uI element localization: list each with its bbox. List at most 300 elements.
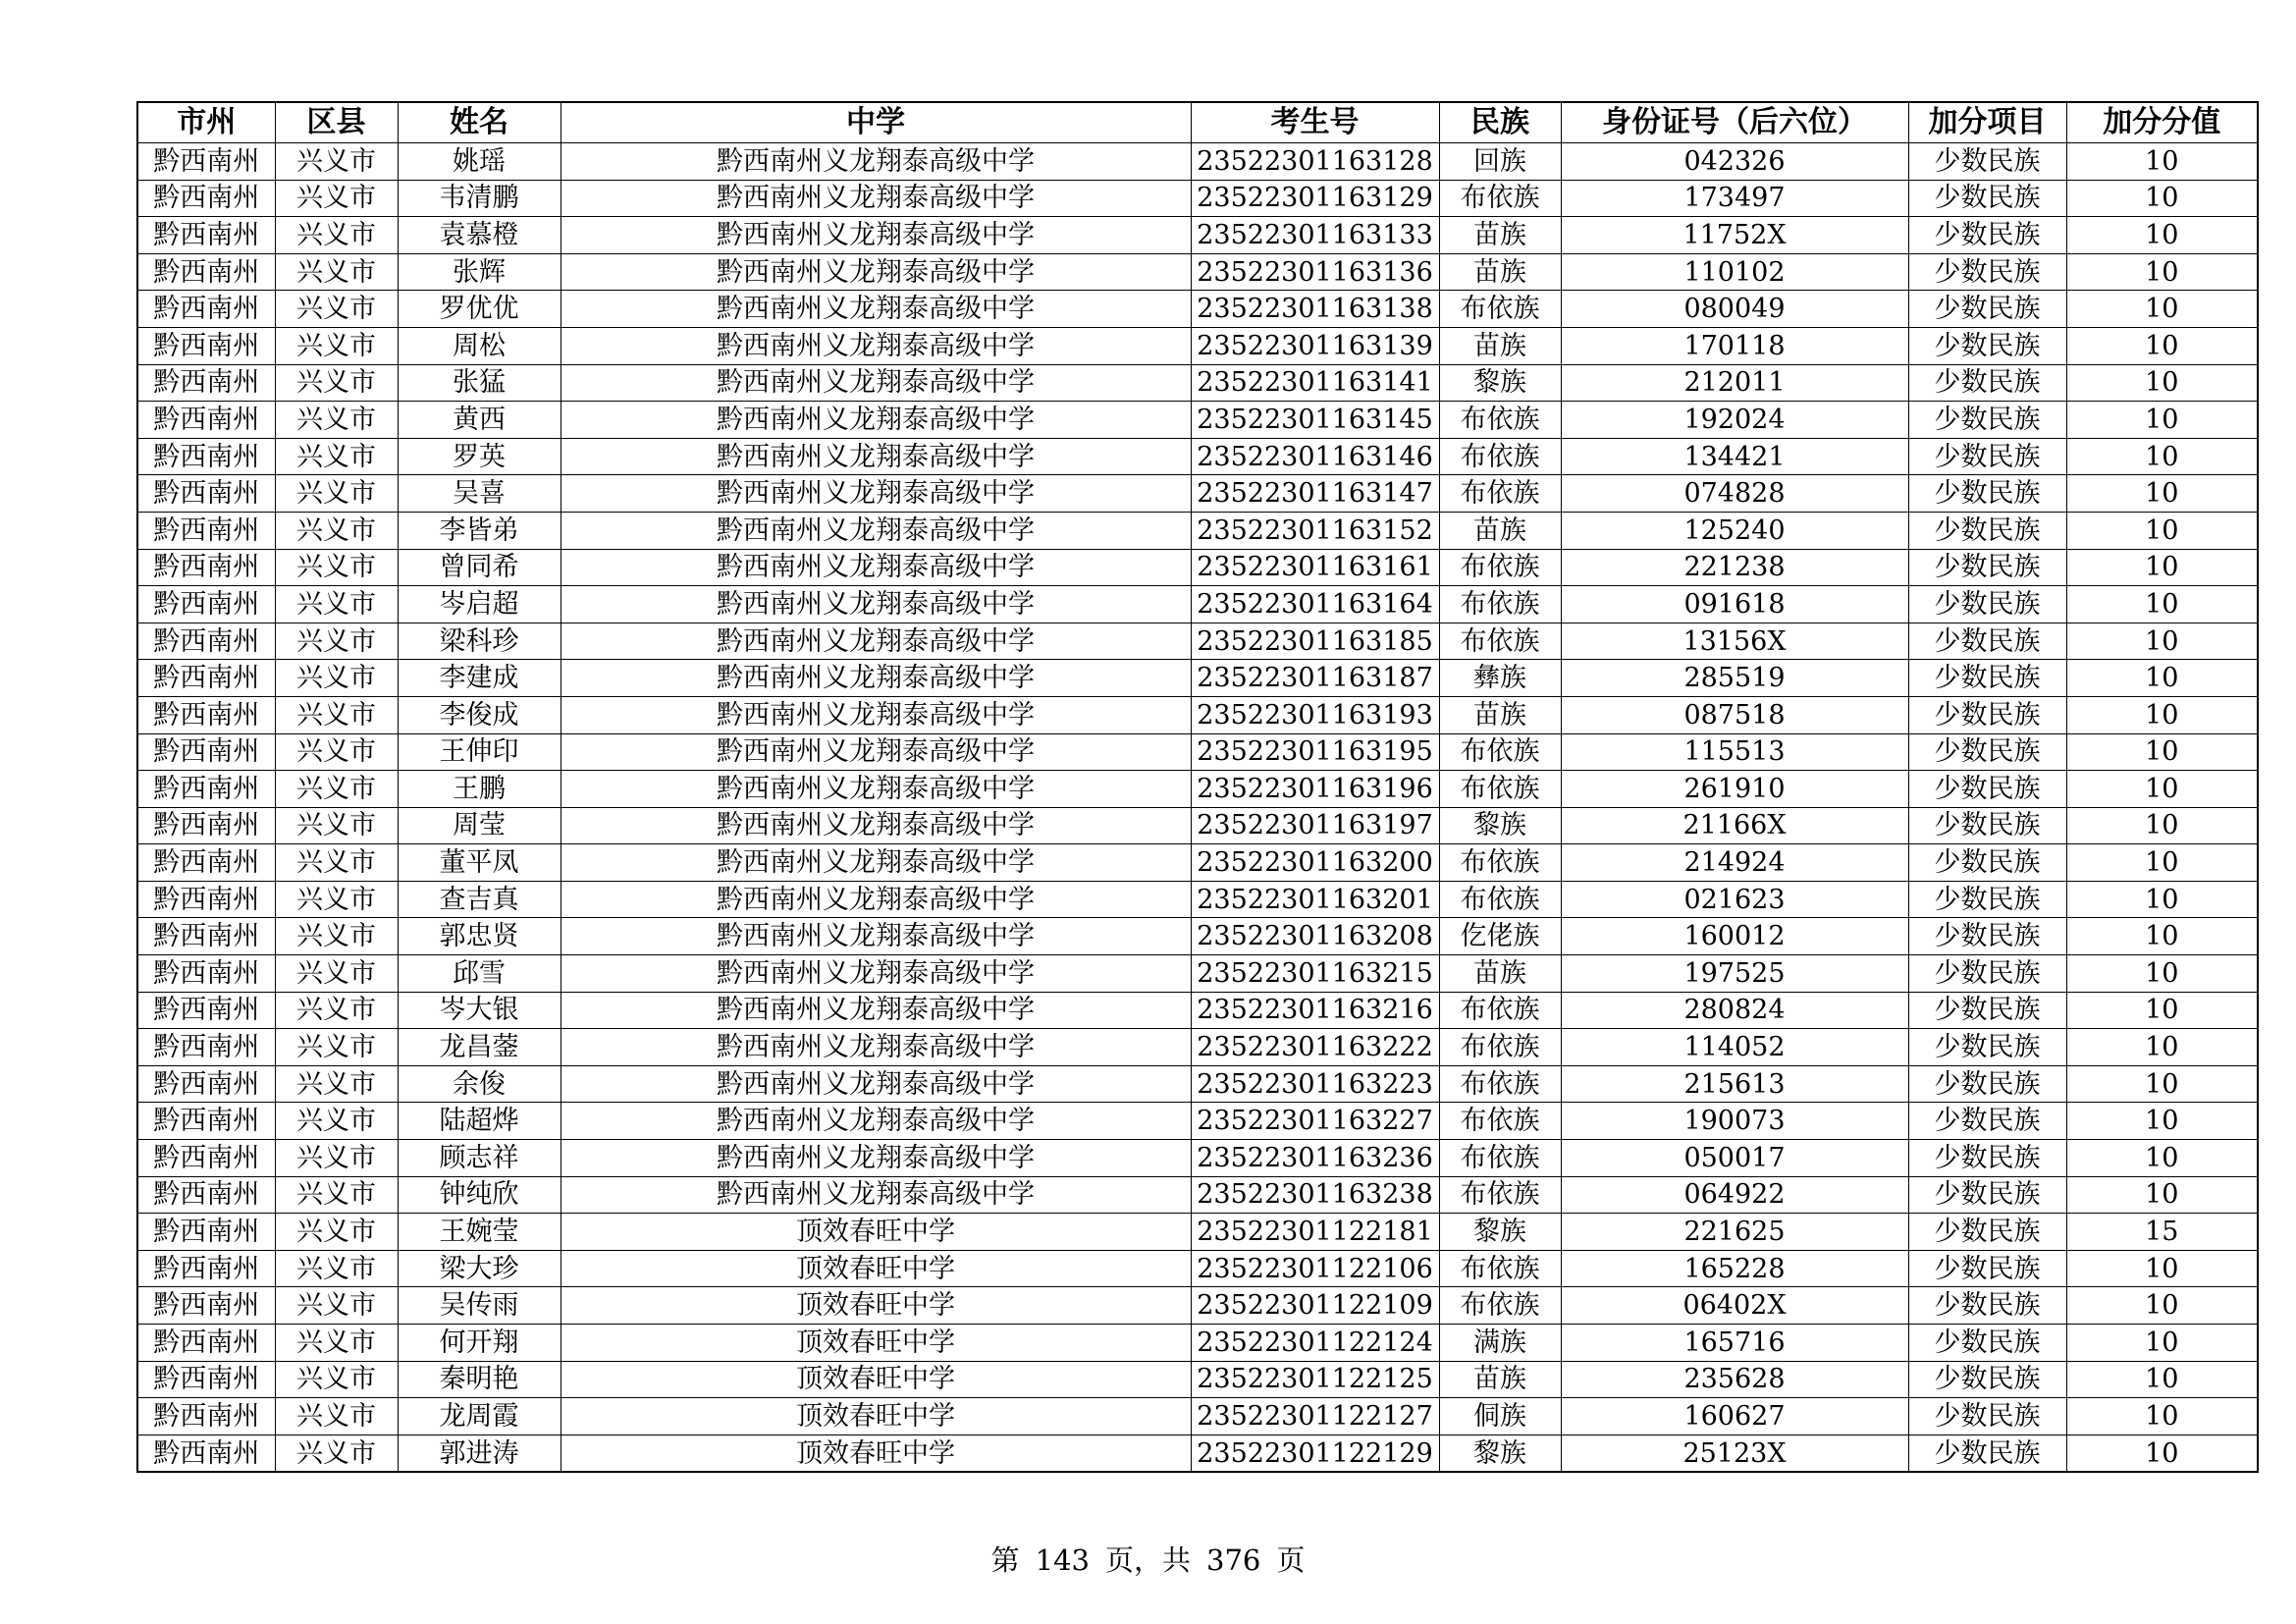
table-cell: 黔西南州 bbox=[137, 771, 275, 808]
table-cell: 10 bbox=[2066, 217, 2258, 254]
table-cell: 10 bbox=[2066, 733, 2258, 771]
table-cell: 顶效春旺中学 bbox=[561, 1361, 1191, 1398]
table-cell: 黔西南州 bbox=[137, 1250, 275, 1287]
table-cell: 兴义市 bbox=[275, 807, 398, 844]
table-row bbox=[137, 807, 2258, 844]
table-cell: 10 bbox=[2066, 1287, 2258, 1325]
table-cell: 梁大珍 bbox=[398, 1250, 561, 1287]
table-cell: 黔西南州义龙翔泰高级中学 bbox=[561, 217, 1191, 254]
table-cell: 23522301163223 bbox=[1191, 1065, 1439, 1103]
table-cell: 黔西南州 bbox=[137, 1361, 275, 1398]
table-cell: 顶效春旺中学 bbox=[561, 1435, 1191, 1472]
table-cell: 黔西南州义龙翔泰高级中学 bbox=[561, 696, 1191, 733]
table-cell: 苗族 bbox=[1439, 955, 1561, 993]
table-cell: 10 bbox=[2066, 807, 2258, 844]
table-cell: 10 bbox=[2066, 696, 2258, 733]
table-row bbox=[137, 217, 2258, 254]
table-cell: 兴义市 bbox=[275, 918, 398, 955]
table-cell: 邱雪 bbox=[398, 955, 561, 993]
table-cell: 兴义市 bbox=[275, 1103, 398, 1140]
table-cell: 23522301122181 bbox=[1191, 1214, 1439, 1251]
column-header: 中学 bbox=[561, 102, 1191, 143]
table-cell: 少数民族 bbox=[1908, 1140, 2066, 1177]
table-cell: 少数民族 bbox=[1908, 1214, 2066, 1251]
table-cell: 23522301163193 bbox=[1191, 696, 1439, 733]
table-cell: 布依族 bbox=[1439, 549, 1561, 586]
table-cell: 少数民族 bbox=[1908, 844, 2066, 882]
table-row bbox=[137, 512, 2258, 549]
table-cell: 214924 bbox=[1561, 844, 1908, 882]
table-cell: 兴义市 bbox=[275, 1398, 398, 1435]
table-cell: 少数民族 bbox=[1908, 623, 2066, 660]
table-cell: 布依族 bbox=[1439, 1287, 1561, 1325]
table-cell: 黔西南州 bbox=[137, 1065, 275, 1103]
table-cell: 黔西南州义龙翔泰高级中学 bbox=[561, 771, 1191, 808]
table-cell: 兴义市 bbox=[275, 180, 398, 217]
table-cell: 050017 bbox=[1561, 1140, 1908, 1177]
table-cell: 10 bbox=[2066, 1250, 2258, 1287]
table-cell: 黔西南州义龙翔泰高级中学 bbox=[561, 253, 1191, 291]
table-cell: 173497 bbox=[1561, 180, 1908, 217]
table-cell: 23522301163236 bbox=[1191, 1140, 1439, 1177]
table-cell: 170118 bbox=[1561, 327, 1908, 364]
table-cell: 23522301163133 bbox=[1191, 217, 1439, 254]
table-cell: 布依族 bbox=[1439, 771, 1561, 808]
table-cell: 黔西南州义龙翔泰高级中学 bbox=[561, 1065, 1191, 1103]
table-cell: 陆超烨 bbox=[398, 1103, 561, 1140]
column-header: 姓名 bbox=[398, 102, 561, 143]
table-cell: 23522301163197 bbox=[1191, 807, 1439, 844]
table-row bbox=[137, 438, 2258, 475]
table-row bbox=[137, 1435, 2258, 1472]
table-row bbox=[137, 1214, 2258, 1251]
table-cell: 23522301122106 bbox=[1191, 1250, 1439, 1287]
table-cell: 23522301122125 bbox=[1191, 1361, 1439, 1398]
table-cell: 布依族 bbox=[1439, 733, 1561, 771]
table-cell: 苗族 bbox=[1439, 512, 1561, 549]
table-cell: 布依族 bbox=[1439, 438, 1561, 475]
table-row bbox=[137, 1287, 2258, 1325]
table-cell: 兴义市 bbox=[275, 253, 398, 291]
table-cell: 黔西南州 bbox=[137, 143, 275, 181]
table-cell: 091618 bbox=[1561, 586, 1908, 623]
table-cell: 165228 bbox=[1561, 1250, 1908, 1287]
table-cell: 10 bbox=[2066, 475, 2258, 513]
table-cell: 10 bbox=[2066, 1176, 2258, 1214]
table-row bbox=[137, 660, 2258, 697]
table-cell: 黔西南州 bbox=[137, 918, 275, 955]
table-cell: 少数民族 bbox=[1908, 771, 2066, 808]
table-cell: 10 bbox=[2066, 992, 2258, 1029]
table-cell: 兴义市 bbox=[275, 992, 398, 1029]
table-cell: 王婉莹 bbox=[398, 1214, 561, 1251]
table-cell: 少数民族 bbox=[1908, 1103, 2066, 1140]
table-cell: 少数民族 bbox=[1908, 918, 2066, 955]
table-row bbox=[137, 1250, 2258, 1287]
table-cell: 布依族 bbox=[1439, 844, 1561, 882]
table-row bbox=[137, 1103, 2258, 1140]
table-cell: 212011 bbox=[1561, 364, 1908, 402]
table-cell: 160012 bbox=[1561, 918, 1908, 955]
table-cell: 23522301163145 bbox=[1191, 402, 1439, 439]
table-cell: 兴义市 bbox=[275, 1250, 398, 1287]
table-cell: 兴义市 bbox=[275, 586, 398, 623]
table-cell: 兴义市 bbox=[275, 1140, 398, 1177]
table-cell: 黔西南州义龙翔泰高级中学 bbox=[561, 1140, 1191, 1177]
table-cell: 110102 bbox=[1561, 253, 1908, 291]
table-cell: 23522301163201 bbox=[1191, 881, 1439, 918]
table-cell: 布依族 bbox=[1439, 1065, 1561, 1103]
table-cell: 23522301163185 bbox=[1191, 623, 1439, 660]
table-cell: 少数民族 bbox=[1908, 807, 2066, 844]
table-cell: 23522301163138 bbox=[1191, 291, 1439, 328]
column-header: 考生号 bbox=[1191, 102, 1439, 143]
table-cell: 125240 bbox=[1561, 512, 1908, 549]
table-cell: 黔西南州 bbox=[137, 992, 275, 1029]
table-cell: 布依族 bbox=[1439, 1176, 1561, 1214]
table-cell: 25123X bbox=[1561, 1435, 1908, 1472]
table-cell: 兴义市 bbox=[275, 512, 398, 549]
table-cell: 少数民族 bbox=[1908, 955, 2066, 993]
table-cell: 115513 bbox=[1561, 733, 1908, 771]
table-row bbox=[137, 327, 2258, 364]
table-cell: 布依族 bbox=[1439, 1250, 1561, 1287]
table-cell: 黔西南州 bbox=[137, 217, 275, 254]
table-cell: 兴义市 bbox=[275, 844, 398, 882]
table-cell: 兴义市 bbox=[275, 438, 398, 475]
table-cell: 黔西南州义龙翔泰高级中学 bbox=[561, 881, 1191, 918]
table-cell: 少数民族 bbox=[1908, 1325, 2066, 1362]
table-cell: 顶效春旺中学 bbox=[561, 1398, 1191, 1435]
table-cell: 21166X bbox=[1561, 807, 1908, 844]
table-cell: 少数民族 bbox=[1908, 733, 2066, 771]
table-row bbox=[137, 291, 2258, 328]
table-cell: 少数民族 bbox=[1908, 143, 2066, 181]
table-cell: 少数民族 bbox=[1908, 291, 2066, 328]
table-cell: 兴义市 bbox=[275, 1214, 398, 1251]
table-cell: 罗优优 bbox=[398, 291, 561, 328]
table-cell: 查吉真 bbox=[398, 881, 561, 918]
table-cell: 10 bbox=[2066, 660, 2258, 697]
table-cell: 苗族 bbox=[1439, 696, 1561, 733]
table-row bbox=[137, 623, 2258, 660]
table-cell: 23522301163208 bbox=[1191, 918, 1439, 955]
table-cell: 黔西南州 bbox=[137, 1176, 275, 1214]
table-cell: 080049 bbox=[1561, 291, 1908, 328]
table-cell: 黔西南州义龙翔泰高级中学 bbox=[561, 586, 1191, 623]
table-cell: 黔西南州 bbox=[137, 1140, 275, 1177]
table-cell: 074828 bbox=[1561, 475, 1908, 513]
table-row bbox=[137, 364, 2258, 402]
table-cell: 兴义市 bbox=[275, 1361, 398, 1398]
table-cell: 黔西南州 bbox=[137, 253, 275, 291]
table-cell: 197525 bbox=[1561, 955, 1908, 993]
table-cell: 黔西南州义龙翔泰高级中学 bbox=[561, 438, 1191, 475]
table-cell: 黔西南州义龙翔泰高级中学 bbox=[561, 992, 1191, 1029]
table-cell: 周松 bbox=[398, 327, 561, 364]
table-cell: 少数民族 bbox=[1908, 881, 2066, 918]
table-cell: 少数民族 bbox=[1908, 1176, 2066, 1214]
table-cell: 兴义市 bbox=[275, 364, 398, 402]
table-cell: 黔西南州义龙翔泰高级中学 bbox=[561, 291, 1191, 328]
table-cell: 顶效春旺中学 bbox=[561, 1214, 1191, 1251]
table-cell: 黔西南州义龙翔泰高级中学 bbox=[561, 807, 1191, 844]
table-cell: 布依族 bbox=[1439, 1029, 1561, 1066]
table-cell: 黎族 bbox=[1439, 807, 1561, 844]
table-cell: 23522301163215 bbox=[1191, 955, 1439, 993]
table-cell: 261910 bbox=[1561, 771, 1908, 808]
table-cell: 黄西 bbox=[398, 402, 561, 439]
table-cell: 190073 bbox=[1561, 1103, 1908, 1140]
table-cell: 23522301122124 bbox=[1191, 1325, 1439, 1362]
table-cell: 侗族 bbox=[1439, 1398, 1561, 1435]
table-cell: 23522301163139 bbox=[1191, 327, 1439, 364]
table-row bbox=[137, 992, 2258, 1029]
table-cell: 李俊成 bbox=[398, 696, 561, 733]
table-cell: 10 bbox=[2066, 1103, 2258, 1140]
table-cell: 兴义市 bbox=[275, 623, 398, 660]
table-cell: 仡佬族 bbox=[1439, 918, 1561, 955]
table-cell: 布依族 bbox=[1439, 475, 1561, 513]
table-cell: 兴义市 bbox=[275, 1287, 398, 1325]
table-cell: 10 bbox=[2066, 143, 2258, 181]
table-cell: 少数民族 bbox=[1908, 1435, 2066, 1472]
table-cell: 221238 bbox=[1561, 549, 1908, 586]
table-cell: 23522301163200 bbox=[1191, 844, 1439, 882]
table-cell: 黔西南州 bbox=[137, 512, 275, 549]
bonus-points-table bbox=[136, 101, 2259, 1473]
table-cell: 黔西南州 bbox=[137, 807, 275, 844]
column-header: 民族 bbox=[1439, 102, 1561, 143]
table-cell: 10 bbox=[2066, 402, 2258, 439]
table-cell: 布依族 bbox=[1439, 586, 1561, 623]
table-cell: 黔西南州 bbox=[137, 660, 275, 697]
table-cell: 黔西南州 bbox=[137, 549, 275, 586]
table-cell: 顶效春旺中学 bbox=[561, 1325, 1191, 1362]
table-cell: 黔西南州 bbox=[137, 1029, 275, 1066]
table-cell: 少数民族 bbox=[1908, 217, 2066, 254]
table-cell: 23522301163146 bbox=[1191, 438, 1439, 475]
table-cell: 布依族 bbox=[1439, 180, 1561, 217]
table-row bbox=[137, 253, 2258, 291]
table-cell: 少数民族 bbox=[1908, 1398, 2066, 1435]
table-cell: 23522301163147 bbox=[1191, 475, 1439, 513]
column-header: 区县 bbox=[275, 102, 398, 143]
table-cell: 192024 bbox=[1561, 402, 1908, 439]
table-cell: 兴义市 bbox=[275, 475, 398, 513]
table-cell: 兴义市 bbox=[275, 143, 398, 181]
table-cell: 黔西南州 bbox=[137, 1435, 275, 1472]
table-cell: 回族 bbox=[1439, 143, 1561, 181]
table-cell: 23522301163227 bbox=[1191, 1103, 1439, 1140]
table-cell: 黔西南州义龙翔泰高级中学 bbox=[561, 143, 1191, 181]
table-cell: 布依族 bbox=[1439, 623, 1561, 660]
table-cell: 布依族 bbox=[1439, 1103, 1561, 1140]
table-cell: 龙昌蓥 bbox=[398, 1029, 561, 1066]
table-cell: 少数民族 bbox=[1908, 438, 2066, 475]
table-cell: 少数民族 bbox=[1908, 327, 2066, 364]
table-cell: 23522301163152 bbox=[1191, 512, 1439, 549]
table-row bbox=[137, 143, 2258, 181]
table-cell: 23522301163238 bbox=[1191, 1176, 1439, 1214]
table-cell: 黔西南州义龙翔泰高级中学 bbox=[561, 549, 1191, 586]
table-cell: 10 bbox=[2066, 586, 2258, 623]
table-row bbox=[137, 955, 2258, 993]
table-cell: 兴义市 bbox=[275, 291, 398, 328]
table-cell: 160627 bbox=[1561, 1398, 1908, 1435]
table-cell: 黔西南州义龙翔泰高级中学 bbox=[561, 475, 1191, 513]
table-cell: 黔西南州 bbox=[137, 1214, 275, 1251]
table-cell: 兴义市 bbox=[275, 955, 398, 993]
table-cell: 黔西南州义龙翔泰高级中学 bbox=[561, 364, 1191, 402]
table-cell: 15 bbox=[2066, 1214, 2258, 1251]
total-pages: 376 bbox=[1206, 1543, 1261, 1577]
table-cell: 曾同希 bbox=[398, 549, 561, 586]
table-cell: 黔西南州义龙翔泰高级中学 bbox=[561, 918, 1191, 955]
table-cell: 兴义市 bbox=[275, 1325, 398, 1362]
table-cell: 黔西南州义龙翔泰高级中学 bbox=[561, 402, 1191, 439]
table-cell: 兴义市 bbox=[275, 881, 398, 918]
table-cell: 黎族 bbox=[1439, 1435, 1561, 1472]
table-cell: 少数民族 bbox=[1908, 402, 2066, 439]
table-cell: 少数民族 bbox=[1908, 1250, 2066, 1287]
table-cell: 吴传雨 bbox=[398, 1287, 561, 1325]
table-cell: 13156X bbox=[1561, 623, 1908, 660]
table-row bbox=[137, 1176, 2258, 1214]
table-row bbox=[137, 1065, 2258, 1103]
table-cell: 布依族 bbox=[1439, 992, 1561, 1029]
table-cell: 10 bbox=[2066, 1065, 2258, 1103]
table-cell: 黔西南州 bbox=[137, 733, 275, 771]
table-cell: 少数民族 bbox=[1908, 1029, 2066, 1066]
table-cell: 罗英 bbox=[398, 438, 561, 475]
table-cell: 10 bbox=[2066, 1435, 2258, 1472]
table-cell: 兴义市 bbox=[275, 696, 398, 733]
table-cell: 165716 bbox=[1561, 1325, 1908, 1362]
table-cell: 兴义市 bbox=[275, 1029, 398, 1066]
table-cell: 黔西南州义龙翔泰高级中学 bbox=[561, 955, 1191, 993]
table-cell: 顾志祥 bbox=[398, 1140, 561, 1177]
table-cell: 黔西南州 bbox=[137, 696, 275, 733]
table-cell: 何开翔 bbox=[398, 1325, 561, 1362]
table-cell: 黔西南州 bbox=[137, 955, 275, 993]
table-cell: 郭忠贤 bbox=[398, 918, 561, 955]
table-header-row bbox=[137, 102, 2258, 143]
table-cell: 张猛 bbox=[398, 364, 561, 402]
table-cell: 钟纯欣 bbox=[398, 1176, 561, 1214]
table-cell: 10 bbox=[2066, 291, 2258, 328]
table-cell: 秦明艳 bbox=[398, 1361, 561, 1398]
table-row bbox=[137, 1029, 2258, 1066]
table-cell: 10 bbox=[2066, 844, 2258, 882]
table-cell: 岑启超 bbox=[398, 586, 561, 623]
table-cell: 兴义市 bbox=[275, 1435, 398, 1472]
table-cell: 06402X bbox=[1561, 1287, 1908, 1325]
table-cell: 黔西南州义龙翔泰高级中学 bbox=[561, 660, 1191, 697]
table-cell: 王鹏 bbox=[398, 771, 561, 808]
table-cell: 23522301163128 bbox=[1191, 143, 1439, 181]
table-cell: 布依族 bbox=[1439, 881, 1561, 918]
table-cell: 苗族 bbox=[1439, 253, 1561, 291]
footer-suffix: 页 bbox=[1276, 1543, 1306, 1577]
table-row bbox=[137, 696, 2258, 733]
table-cell: 布依族 bbox=[1439, 291, 1561, 328]
table-cell: 少数民族 bbox=[1908, 512, 2066, 549]
table-cell: 10 bbox=[2066, 327, 2258, 364]
table-cell: 10 bbox=[2066, 180, 2258, 217]
table-row bbox=[137, 475, 2258, 513]
table-cell: 23522301163222 bbox=[1191, 1029, 1439, 1066]
table-row bbox=[137, 549, 2258, 586]
table-cell: 黔西南州 bbox=[137, 364, 275, 402]
table-cell: 黔西南州义龙翔泰高级中学 bbox=[561, 844, 1191, 882]
table-cell: 兴义市 bbox=[275, 327, 398, 364]
table-cell: 114052 bbox=[1561, 1029, 1908, 1066]
table-cell: 苗族 bbox=[1439, 217, 1561, 254]
table-cell: 10 bbox=[2066, 1398, 2258, 1435]
table-cell: 袁慕橙 bbox=[398, 217, 561, 254]
table-cell: 10 bbox=[2066, 253, 2258, 291]
table-cell: 235628 bbox=[1561, 1361, 1908, 1398]
table-cell: 黔西南州 bbox=[137, 291, 275, 328]
table-cell: 黔西南州义龙翔泰高级中学 bbox=[561, 1103, 1191, 1140]
table-cell: 10 bbox=[2066, 1325, 2258, 1362]
table-cell: 23522301163141 bbox=[1191, 364, 1439, 402]
page-number: 143 bbox=[1035, 1543, 1090, 1577]
table-cell: 280824 bbox=[1561, 992, 1908, 1029]
table-cell: 黔西南州 bbox=[137, 402, 275, 439]
table-cell: 黔西南州义龙翔泰高级中学 bbox=[561, 180, 1191, 217]
table-cell: 兴义市 bbox=[275, 402, 398, 439]
table-cell: 23522301163136 bbox=[1191, 253, 1439, 291]
table-cell: 少数民族 bbox=[1908, 364, 2066, 402]
table-cell: 10 bbox=[2066, 881, 2258, 918]
footer-middle: 页，共 bbox=[1104, 1543, 1191, 1577]
table-cell: 黔西南州 bbox=[137, 1325, 275, 1362]
table-cell: 23522301163196 bbox=[1191, 771, 1439, 808]
table-cell: 黔西南州 bbox=[137, 180, 275, 217]
table-row bbox=[137, 402, 2258, 439]
table-cell: 087518 bbox=[1561, 696, 1908, 733]
table-cell: 兴义市 bbox=[275, 1065, 398, 1103]
table-cell: 少数民族 bbox=[1908, 586, 2066, 623]
table-cell: 黔西南州义龙翔泰高级中学 bbox=[561, 733, 1191, 771]
table-cell: 10 bbox=[2066, 918, 2258, 955]
table-cell: 23522301122127 bbox=[1191, 1398, 1439, 1435]
table-cell: 10 bbox=[2066, 364, 2258, 402]
table-row bbox=[137, 586, 2258, 623]
table-cell: 少数民族 bbox=[1908, 549, 2066, 586]
table-cell: 余俊 bbox=[398, 1065, 561, 1103]
table-cell: 134421 bbox=[1561, 438, 1908, 475]
table-cell: 黔西南州 bbox=[137, 327, 275, 364]
table-cell: 吴喜 bbox=[398, 475, 561, 513]
table-cell: 215613 bbox=[1561, 1065, 1908, 1103]
table-cell: 少数民族 bbox=[1908, 660, 2066, 697]
table-cell: 彝族 bbox=[1439, 660, 1561, 697]
table-cell: 韦清鹏 bbox=[398, 180, 561, 217]
table-cell: 黔西南州 bbox=[137, 1398, 275, 1435]
table-cell: 黔西南州 bbox=[137, 438, 275, 475]
page-footer bbox=[0, 1539, 2296, 1579]
table-cell: 黔西南州义龙翔泰高级中学 bbox=[561, 1176, 1191, 1214]
table-cell: 梁科珍 bbox=[398, 623, 561, 660]
table-cell: 王伸印 bbox=[398, 733, 561, 771]
table-cell: 李建成 bbox=[398, 660, 561, 697]
table-cell: 10 bbox=[2066, 512, 2258, 549]
table-cell: 黔西南州 bbox=[137, 475, 275, 513]
table-row bbox=[137, 771, 2258, 808]
